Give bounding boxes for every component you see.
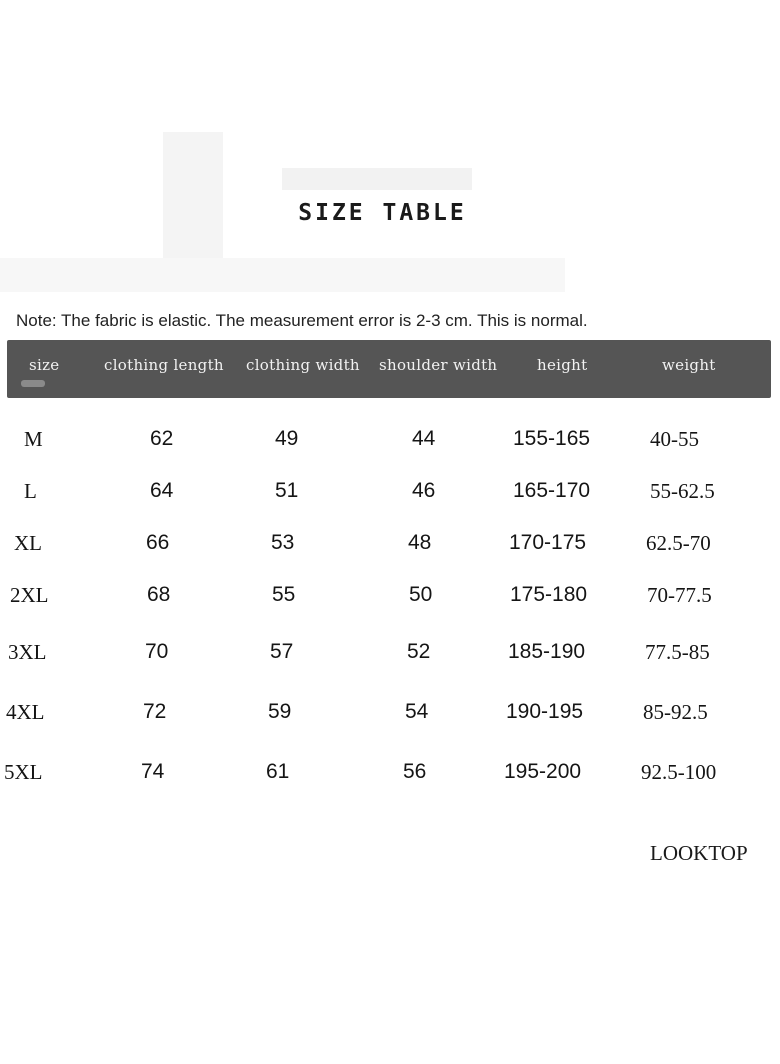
cell-shoulder-width: 52 <box>407 640 431 663</box>
cell-shoulder-width: 48 <box>408 531 432 554</box>
faint-background-smudge <box>0 258 565 292</box>
table-header <box>7 340 771 398</box>
cell-clothing-width: 57 <box>270 640 294 663</box>
faint-background-smudge <box>282 168 472 190</box>
faint-background-smudge <box>163 132 223 260</box>
cell-size: L <box>24 479 37 503</box>
cell-height: 195-200 <box>504 760 582 783</box>
cell-size: M <box>24 427 43 451</box>
cell-weight: 70-77.5 <box>647 583 712 607</box>
cell-size: XL <box>14 531 42 555</box>
cell-shoulder-width: 44 <box>412 427 436 450</box>
column-header-clothing-length: clothing length <box>104 356 224 374</box>
cell-clothing-length: 68 <box>147 583 171 606</box>
cell-shoulder-width: 50 <box>409 583 433 606</box>
cell-height: 175-180 <box>510 583 588 606</box>
cell-clothing-length: 66 <box>146 531 170 554</box>
cell-weight: 85-92.5 <box>643 700 708 724</box>
cell-height: 170-175 <box>509 531 587 554</box>
cell-weight: 77.5-85 <box>645 640 710 664</box>
cell-clothing-width: 59 <box>268 700 292 723</box>
cell-size: 5XL <box>4 760 43 784</box>
cell-size: 3XL <box>8 640 47 664</box>
cell-height: 165-170 <box>513 479 591 502</box>
column-header-height: height <box>537 356 588 374</box>
cell-clothing-width: 51 <box>275 479 299 502</box>
column-header-weight: weight <box>662 356 716 374</box>
cell-clothing-length: 70 <box>145 640 169 663</box>
cell-height: 190-195 <box>506 700 584 723</box>
cell-shoulder-width: 54 <box>405 700 429 723</box>
cell-clothing-length: 74 <box>141 760 165 783</box>
cell-size: 4XL <box>6 700 45 724</box>
cell-clothing-length: 72 <box>143 700 167 723</box>
cell-clothing-length: 64 <box>150 479 174 502</box>
cell-shoulder-width: 56 <box>403 760 427 783</box>
column-header-size: size <box>29 356 60 374</box>
page-title: SIZE TABLE <box>298 200 467 226</box>
cell-weight: 92.5-100 <box>641 760 717 784</box>
column-header-clothing-width: clothing width <box>246 356 360 374</box>
cell-shoulder-width: 46 <box>412 479 436 502</box>
cell-clothing-width: 53 <box>271 531 295 554</box>
cell-clothing-width: 55 <box>272 583 296 606</box>
brand-label: LOOKTOP <box>650 841 748 865</box>
cell-clothing-length: 62 <box>150 427 174 450</box>
cell-height: 185-190 <box>508 640 586 663</box>
cell-height: 155-165 <box>513 427 591 450</box>
cell-clothing-width: 49 <box>275 427 299 450</box>
note-text: Note: The fabric is elastic. The measurement error is 2-3 cm. This is normal. <box>16 311 588 330</box>
cell-size: 2XL <box>10 583 49 607</box>
cell-weight: 40-55 <box>650 427 699 451</box>
cell-weight: 62.5-70 <box>646 531 711 555</box>
cell-weight: 55-62.5 <box>650 479 715 503</box>
cell-clothing-width: 61 <box>266 760 290 783</box>
header-smudge <box>21 380 45 387</box>
column-header-shoulder-width: shoulder width <box>379 356 498 374</box>
